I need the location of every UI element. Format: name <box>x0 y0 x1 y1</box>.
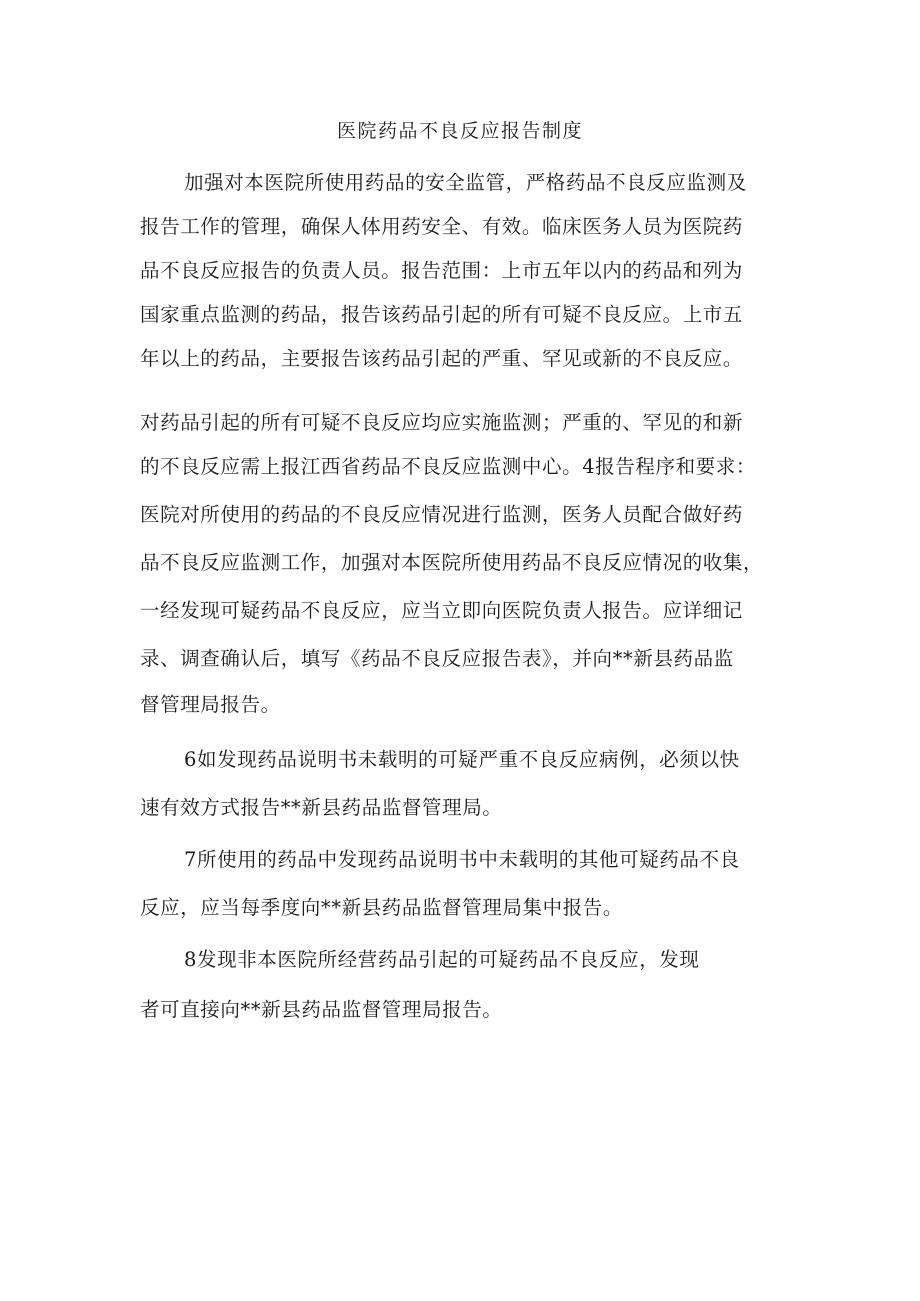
paragraph-1-line-12: 督管理局报告。 <box>140 693 281 716</box>
paragraph-3-line-2: 反应，应当每季度向**新县药品监督管理局集中报告。 <box>140 896 624 919</box>
paragraph-1-line-11: 录、调查确认后，填写《药品不良反应报告表》，并向**新县药品监 <box>140 647 734 670</box>
document-title: 医院药品不良反应报告制度 <box>336 120 583 142</box>
paragraph-4-line-1: 8发现非本医院所经营药品引起的可疑药品不良反应，发现 <box>184 948 700 971</box>
paragraph-1-line-6: 对药品引起的所有可疑不良反应均应实施监测；严重的、罕见的和新 <box>140 411 744 434</box>
paragraph-2-line-1: 6如发现药品说明书未载明的可疑严重不良反应病例，必须以快 <box>184 748 740 771</box>
paragraph-1-line-9: 品不良反应监测工作，加强对本医院所使用药品不良反应情况的收集， <box>140 551 764 574</box>
paragraph-4-line-2: 者可直接向**新县药品监督管理局报告。 <box>140 998 503 1021</box>
paragraph-1-line-7: 的不良反应需上报江西省药品不良反应监测中心。4报告程序和要求： <box>140 455 757 478</box>
paragraph-1-line-4: 国家重点监测的药品，报告该药品引起的所有可疑不良反应。上市五 <box>140 303 744 326</box>
paragraph-2-line-2: 速有效方式报告**新县药品监督管理局。 <box>140 796 503 819</box>
paragraph-1-line-3: 品不良反应报告的负责人员。报告范围：上市五年以内的药品和列为 <box>140 259 744 282</box>
paragraph-1-line-5: 年以上的药品，主要报告该药品引起的严重、罕见或新的不良反应。 <box>140 347 744 370</box>
paragraph-1-line-8: 医院对所使用的药品的不良反应情况进行监测，医务人员配合做好药 <box>140 503 744 526</box>
paragraph-1-line-2: 报告工作的管理，确保人体用药安全、有效。临床医务人员为医院药 <box>140 215 744 238</box>
paragraph-1-line-1: 加强对本医院所使用药品的安全监管，严格药品不良反应监测及 <box>184 171 747 194</box>
paragraph-3-line-1: 7所使用的药品中发现药品说明书中未载明的其他可疑药品不良 <box>184 848 740 871</box>
paragraph-1-line-10: 一经发现可疑药品不良反应，应当立即向医院负责人报告。应详细记 <box>140 599 744 622</box>
